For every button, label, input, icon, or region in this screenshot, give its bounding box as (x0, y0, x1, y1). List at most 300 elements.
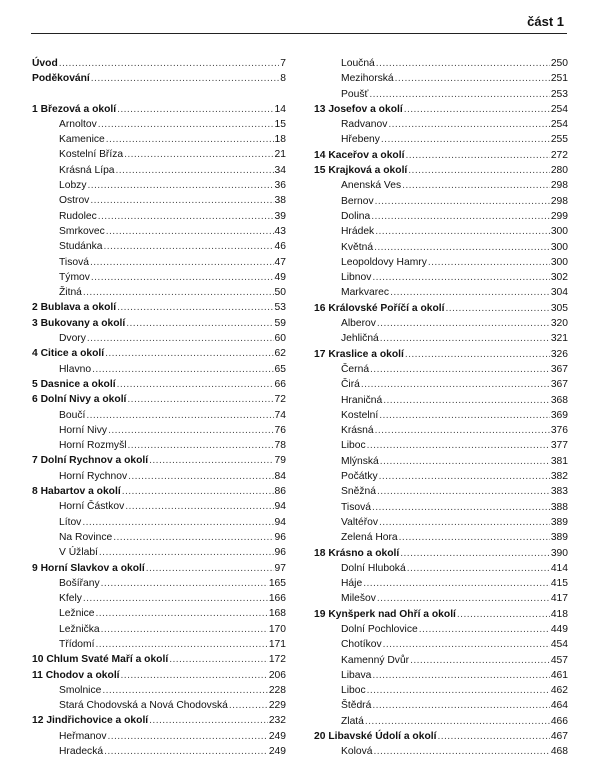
dot-leader (87, 178, 273, 193)
dot-leader (379, 469, 550, 484)
toc-subentry (314, 209, 568, 224)
toc-subentry (314, 637, 568, 652)
toc-entry-label: Dolní Hluboká (341, 562, 406, 574)
toc-page-number: 302 (550, 272, 568, 284)
dot-leader (122, 484, 274, 499)
toc-entry-label: 14 Kaceřov a okolí (314, 149, 405, 161)
dot-leader (372, 270, 549, 285)
toc-page-number: 36 (274, 180, 286, 192)
toc-page-number: 389 (550, 516, 568, 528)
toc-subentry (32, 606, 286, 621)
toc-entry-label: Tisová (341, 501, 371, 513)
toc-chapter-entry (32, 652, 286, 667)
toc-page-number: 65 (274, 363, 286, 375)
toc-chapter-entry (32, 300, 286, 315)
dot-leader (92, 362, 273, 377)
toc-entry-label: Háje (341, 578, 363, 590)
toc-entry-label: Ostrov (59, 195, 90, 207)
dot-leader (371, 209, 550, 224)
dot-leader (105, 346, 273, 361)
toc-subentry (314, 698, 568, 713)
toc-page-number: 168 (268, 608, 286, 620)
toc-page-number: 300 (550, 256, 568, 268)
toc-entry-label: Dvory (59, 333, 86, 345)
toc-page-number: 97 (274, 562, 286, 574)
dot-leader (363, 576, 550, 591)
toc-subentry (32, 729, 286, 744)
toc-subentry (314, 408, 568, 423)
toc-subentry (32, 683, 286, 698)
dot-leader (457, 607, 550, 622)
dot-leader (125, 499, 273, 514)
toc-page-number: 254 (550, 103, 568, 115)
toc-page-number: 388 (550, 501, 568, 513)
toc-chapter-entry (32, 453, 286, 468)
toc-entry-label: Bošířany (59, 577, 100, 589)
part-title: část 1 (527, 14, 564, 29)
toc-page-number: 60 (274, 333, 286, 345)
toc-page-number: 249 (268, 730, 286, 742)
toc-subentry (314, 668, 568, 683)
dot-leader (99, 545, 274, 560)
toc-subentry (314, 393, 568, 408)
toc-page-number: 232 (268, 715, 286, 727)
toc-entry-label: 5 Dasnice a okolí (32, 378, 116, 390)
toc-page-number: 381 (550, 455, 568, 467)
toc-page-number: 390 (550, 547, 568, 559)
toc-entry-label: Rudolec (59, 210, 97, 222)
dot-leader (410, 653, 550, 668)
toc-subentry (314, 255, 568, 270)
toc-subentry (314, 714, 568, 729)
toc-page-number: 253 (550, 88, 568, 100)
toc-page-number: 461 (550, 669, 568, 681)
dot-leader (390, 285, 550, 300)
toc-entry-label: 6 Dolní Nivy a okolí (32, 394, 127, 406)
toc-entry-label: 17 Kraslice a okolí (314, 348, 404, 360)
toc-entry-label: Loučná (341, 58, 375, 69)
toc-entry-label: Kostelní Bříza (59, 149, 124, 161)
toc-subentry (314, 178, 568, 193)
toc-entry-label: Čirá (341, 379, 360, 391)
toc-entry-label: Horní Rychnov (59, 470, 128, 482)
toc-page-number: 228 (268, 684, 286, 696)
toc-entry-label: Na Rovince (59, 531, 113, 543)
toc-subentry (32, 178, 286, 193)
toc-subentry (314, 194, 568, 209)
toc-entry-label: Anenská Ves (341, 180, 402, 192)
toc-subentry (314, 561, 568, 576)
toc-subentry (32, 576, 286, 591)
toc-page-number: 298 (550, 195, 568, 207)
toc-entry-label: Poušť (341, 88, 369, 100)
dot-leader (372, 698, 549, 713)
toc-subentry (314, 362, 568, 377)
toc-entry-label: Bernov (341, 195, 374, 207)
toc-subentry (32, 408, 286, 423)
toc-subentry (314, 240, 568, 255)
dot-leader (375, 224, 550, 239)
dot-leader (405, 347, 550, 362)
toc-page-number: 462 (550, 685, 568, 697)
toc-chapter-entry (314, 148, 568, 163)
toc-chapter-entry (314, 546, 568, 561)
dot-leader (83, 591, 268, 606)
toc-entry-label: Arnoltov (59, 118, 97, 130)
dot-leader (388, 117, 549, 132)
dot-leader (379, 408, 550, 423)
toc-page-number: 94 (274, 501, 286, 513)
dot-leader (128, 438, 274, 453)
toc-entry-label: Kfely (59, 593, 82, 605)
dot-leader (126, 316, 273, 331)
toc-page-number: 389 (550, 532, 568, 544)
dot-leader (128, 469, 273, 484)
dot-leader (405, 148, 549, 163)
toc-entry-label: Stará Chodovská a Nová Chodovská (59, 700, 228, 712)
toc-page-number: 172 (268, 654, 286, 666)
toc-page-number: 43 (274, 225, 286, 237)
dot-leader (117, 377, 274, 392)
toc-right-column (314, 56, 568, 760)
dot-leader (407, 561, 550, 576)
toc-entry-label: 4 Citice a okolí (32, 348, 105, 360)
toc-page-number: 250 (550, 58, 568, 69)
toc-page-number: 457 (550, 654, 568, 666)
toc-entry-label: Horní Nivy (59, 424, 108, 436)
toc-entry-label: Krásná Lípa (59, 164, 115, 176)
toc-entry-label: 3 Bukovany a okolí (32, 317, 126, 329)
toc-page-number: 251 (550, 73, 568, 85)
toc-page-number: 46 (274, 241, 286, 253)
dot-leader (367, 438, 550, 453)
toc-subentry (314, 683, 568, 698)
dot-leader (127, 392, 273, 407)
toc-chapter-entry (314, 301, 568, 316)
toc-entry-label: Hlavno (59, 363, 92, 375)
toc-page-number: 170 (268, 623, 286, 635)
toc-page-number: 367 (550, 363, 568, 375)
dot-leader (404, 102, 550, 117)
toc-entry-label: Leopoldovy Hamry (341, 256, 427, 268)
toc-subentry (32, 438, 286, 453)
toc-entry-label: Hrádek (341, 226, 375, 238)
toc-subentry (314, 438, 568, 453)
toc-entry-label: Ležnička (59, 623, 100, 635)
toc-entry-label: Heřmanov (59, 730, 107, 742)
toc-entry-label: Dolní Pochlovice (341, 623, 418, 635)
dot-leader (95, 637, 267, 652)
toc-page-number: 415 (550, 578, 568, 590)
toc-subentry (314, 653, 568, 668)
toc-subentry (32, 515, 286, 530)
toc-subentry (314, 423, 568, 438)
toc-subentry (32, 224, 286, 239)
toc-entry-label: 19 Kynšperk nad Ohří a okolí (314, 608, 456, 620)
toc-page-number: 367 (550, 379, 568, 391)
toc-page-number: 79 (274, 455, 286, 467)
dot-leader (169, 652, 268, 667)
toc-subentry (314, 87, 568, 102)
toc-entry-label: Valtéřov (341, 516, 379, 528)
toc-subentry (32, 193, 286, 208)
toc-subentry (314, 224, 568, 239)
toc-page-number: 14 (274, 103, 286, 115)
dot-leader (91, 71, 279, 86)
dot-leader (370, 362, 550, 377)
toc-page-number: 300 (550, 241, 568, 253)
toc-page-number: 18 (274, 134, 286, 146)
toc-entry-label: Ležnice (59, 608, 95, 620)
dot-leader (108, 729, 268, 744)
toc-entry-label: Horní Rozmyšl (59, 440, 127, 452)
toc-page-number: 449 (550, 623, 568, 635)
toc-chapter-entry (32, 316, 286, 331)
toc-subentry (32, 209, 286, 224)
toc-entry-label: Poděkování (32, 73, 90, 85)
dot-leader (400, 546, 550, 561)
dot-leader (373, 744, 549, 759)
toc-entry-label: Tisová (59, 256, 89, 268)
toc-chapter-entry (314, 729, 568, 744)
toc-entry-label: Lítov (59, 516, 82, 528)
toc-entry-label: Květná (341, 241, 374, 253)
toc-entry-label: 20 Libavské Údolí a okolí (314, 731, 437, 743)
dot-leader (372, 668, 549, 683)
toc-chapter-entry (314, 607, 568, 622)
dot-leader (149, 453, 273, 468)
toc-entry-label: Smrkovec (59, 225, 105, 237)
toc-chapter-entry (32, 392, 286, 407)
toc-chapter-entry (314, 102, 568, 117)
toc-entry-label: Kostelní (341, 409, 379, 421)
dot-leader (86, 408, 273, 423)
toc-entry-label: 11 Chodov a okolí (32, 669, 120, 681)
dot-leader (98, 117, 274, 132)
toc-page-number: 321 (550, 333, 568, 345)
toc-page-number: 383 (550, 486, 568, 498)
toc-entry-label: Mlýnská (341, 455, 379, 467)
dot-leader (377, 591, 550, 606)
toc-subentry (32, 698, 286, 713)
toc-page-number: 8 (280, 73, 286, 85)
toc-page-number: 59 (274, 317, 286, 329)
dot-leader (402, 178, 550, 193)
header-divider (31, 33, 567, 34)
toc-page-number: 369 (550, 409, 568, 421)
toc-chapter-entry (32, 102, 286, 117)
toc-subentry (314, 132, 568, 147)
toc-entry-label: Milešov (341, 593, 376, 605)
toc-page-number: 62 (274, 348, 286, 360)
dot-leader (374, 240, 550, 255)
toc-subentry (32, 362, 286, 377)
dot-leader (101, 576, 268, 591)
dot-leader (408, 163, 550, 178)
dot-leader (82, 515, 273, 530)
dot-leader (383, 393, 550, 408)
toc-chapter-entry (32, 377, 286, 392)
dot-leader (419, 622, 550, 637)
toc-page-number: 299 (550, 210, 568, 222)
toc-entry-label: Smolnice (59, 684, 102, 696)
toc-page-number: 206 (268, 669, 286, 681)
toc-subentry (314, 331, 568, 346)
toc-page-number: 86 (274, 486, 286, 498)
dot-leader (376, 56, 550, 71)
toc-entry-label: Hraničná (341, 394, 383, 406)
toc-entry-label: Alberov (341, 318, 376, 330)
dot-leader (379, 515, 550, 530)
toc-page-number: 53 (274, 302, 286, 314)
toc-page-number: 171 (268, 638, 286, 650)
toc-entry-label: 16 Královské Poříčí a okolí (314, 302, 445, 314)
toc-page-number: 468 (550, 746, 568, 758)
toc-left-column (32, 56, 286, 759)
toc-page-number: 38 (274, 195, 286, 207)
toc-page-number: 39 (274, 210, 286, 222)
toc-chapter-entry (32, 668, 286, 683)
toc-subentry (32, 637, 286, 652)
dot-leader (102, 683, 267, 698)
dot-leader (369, 87, 549, 102)
toc-chapter-entry (32, 713, 286, 728)
toc-page-number: 326 (550, 348, 568, 360)
toc-page-number: 34 (274, 164, 286, 176)
toc-chapter-entry (32, 484, 286, 499)
toc-page-number: 382 (550, 471, 568, 483)
toc-entry-label: Třídomí (59, 638, 95, 650)
toc-page-number: 165 (268, 577, 286, 589)
toc-page-number: 300 (550, 226, 568, 238)
dot-leader (90, 193, 273, 208)
toc-subentry (32, 117, 286, 132)
toc-entry-label: 8 Habartov a okolí (32, 486, 121, 498)
dot-leader (383, 637, 550, 652)
toc-subentry (314, 576, 568, 591)
toc-page-number: 304 (550, 287, 568, 299)
toc-entry-label: Liboc (341, 440, 366, 452)
dot-leader (372, 500, 550, 515)
dot-leader (101, 622, 268, 637)
toc-page-number: 249 (268, 746, 286, 758)
toc-page-number: 50 (274, 287, 286, 299)
toc-subentry (32, 499, 286, 514)
toc-subentry (32, 530, 286, 545)
toc-entry-label: Dolina (341, 210, 371, 222)
toc-subentry (314, 530, 568, 545)
toc-entry-label: Zlatá (341, 715, 364, 727)
toc-chapter-entry (32, 71, 286, 86)
dot-leader (149, 713, 268, 728)
dot-leader (377, 316, 550, 331)
dot-leader (361, 377, 550, 392)
dot-leader (106, 132, 274, 147)
toc-subentry (32, 270, 286, 285)
toc-entry-label: 12 Jindřichovice a okolí (32, 715, 149, 727)
toc-subentry (314, 316, 568, 331)
toc-entry-label: Chotíkov (341, 639, 382, 651)
toc-page-number: 96 (274, 531, 286, 543)
toc-entry-label: Studánka (59, 241, 103, 253)
toc-entry-label: Štědrá (341, 700, 372, 712)
toc-subentry (314, 515, 568, 530)
dot-leader (91, 270, 274, 285)
toc-subentry (32, 423, 286, 438)
toc-page-number: 21 (274, 149, 286, 161)
toc-entry-label: Liboc (341, 685, 366, 697)
toc-page-number: 466 (550, 715, 568, 727)
toc-page-number: 96 (274, 547, 286, 559)
toc-entry-label: Žitná (59, 287, 82, 299)
toc-subentry (32, 331, 286, 346)
toc-page-number: 74 (274, 409, 286, 421)
toc-subentry (32, 163, 286, 178)
toc-entry-label: 13 Josefov a okolí (314, 103, 403, 115)
toc-page-number: 72 (274, 394, 286, 406)
toc-subentry (32, 147, 286, 162)
toc-page-number: 376 (550, 425, 568, 437)
toc-page-number: 7 (280, 58, 286, 69)
toc-entry-label: 1 Březová a okolí (32, 103, 117, 115)
toc-page-number: 320 (550, 318, 568, 330)
dot-leader (367, 683, 550, 698)
toc-page-number: 15 (274, 118, 286, 130)
toc-subentry (314, 117, 568, 132)
toc-subentry (314, 622, 568, 637)
toc-entry-label: Kamenice (59, 134, 105, 146)
toc-subentry (314, 56, 568, 71)
toc-entry-label: Černá (341, 363, 370, 375)
dot-leader (96, 606, 268, 621)
toc-subentry (314, 591, 568, 606)
toc-entry-label: V Úžlabí (59, 547, 98, 559)
toc-entry-label: 9 Horní Slavkov a okolí (32, 562, 145, 574)
toc-subentry (314, 744, 568, 759)
toc-entry-label: Lobzy (59, 180, 87, 192)
toc-entry-label: Počátky (341, 471, 378, 483)
toc-entry-label: 15 Krajková a okolí (314, 165, 408, 177)
dot-leader (87, 331, 274, 346)
toc-page-number: 417 (550, 593, 568, 605)
toc-page-number: 418 (550, 608, 568, 620)
toc-entry-label: Týmov (59, 271, 90, 283)
dot-leader (116, 163, 274, 178)
dot-leader (98, 209, 274, 224)
toc-subentry (32, 591, 286, 606)
dot-leader (375, 194, 550, 209)
dot-leader (104, 744, 268, 759)
dot-leader (381, 132, 550, 147)
dot-leader (428, 255, 550, 270)
toc-page-number: 254 (550, 119, 568, 131)
toc-page-number: 94 (274, 516, 286, 528)
toc-subentry (32, 255, 286, 270)
toc-entry-label: 7 Dolní Rychnov a okolí (32, 455, 149, 467)
toc-page-number: 454 (550, 639, 568, 651)
toc-subentry (314, 71, 568, 86)
toc-entry-label: Horní Částkov (59, 501, 125, 513)
toc-subentry (314, 469, 568, 484)
toc-page-number: 78 (274, 440, 286, 452)
toc-chapter-entry (314, 163, 568, 178)
toc-entry-label: 2 Bublava a okolí (32, 302, 117, 314)
toc-entry-label: Hradecká (59, 746, 104, 758)
toc-page-number: 255 (550, 134, 568, 146)
toc-page-number: 49 (274, 271, 286, 283)
toc-page-number: 229 (268, 700, 286, 712)
dot-leader (121, 668, 268, 683)
